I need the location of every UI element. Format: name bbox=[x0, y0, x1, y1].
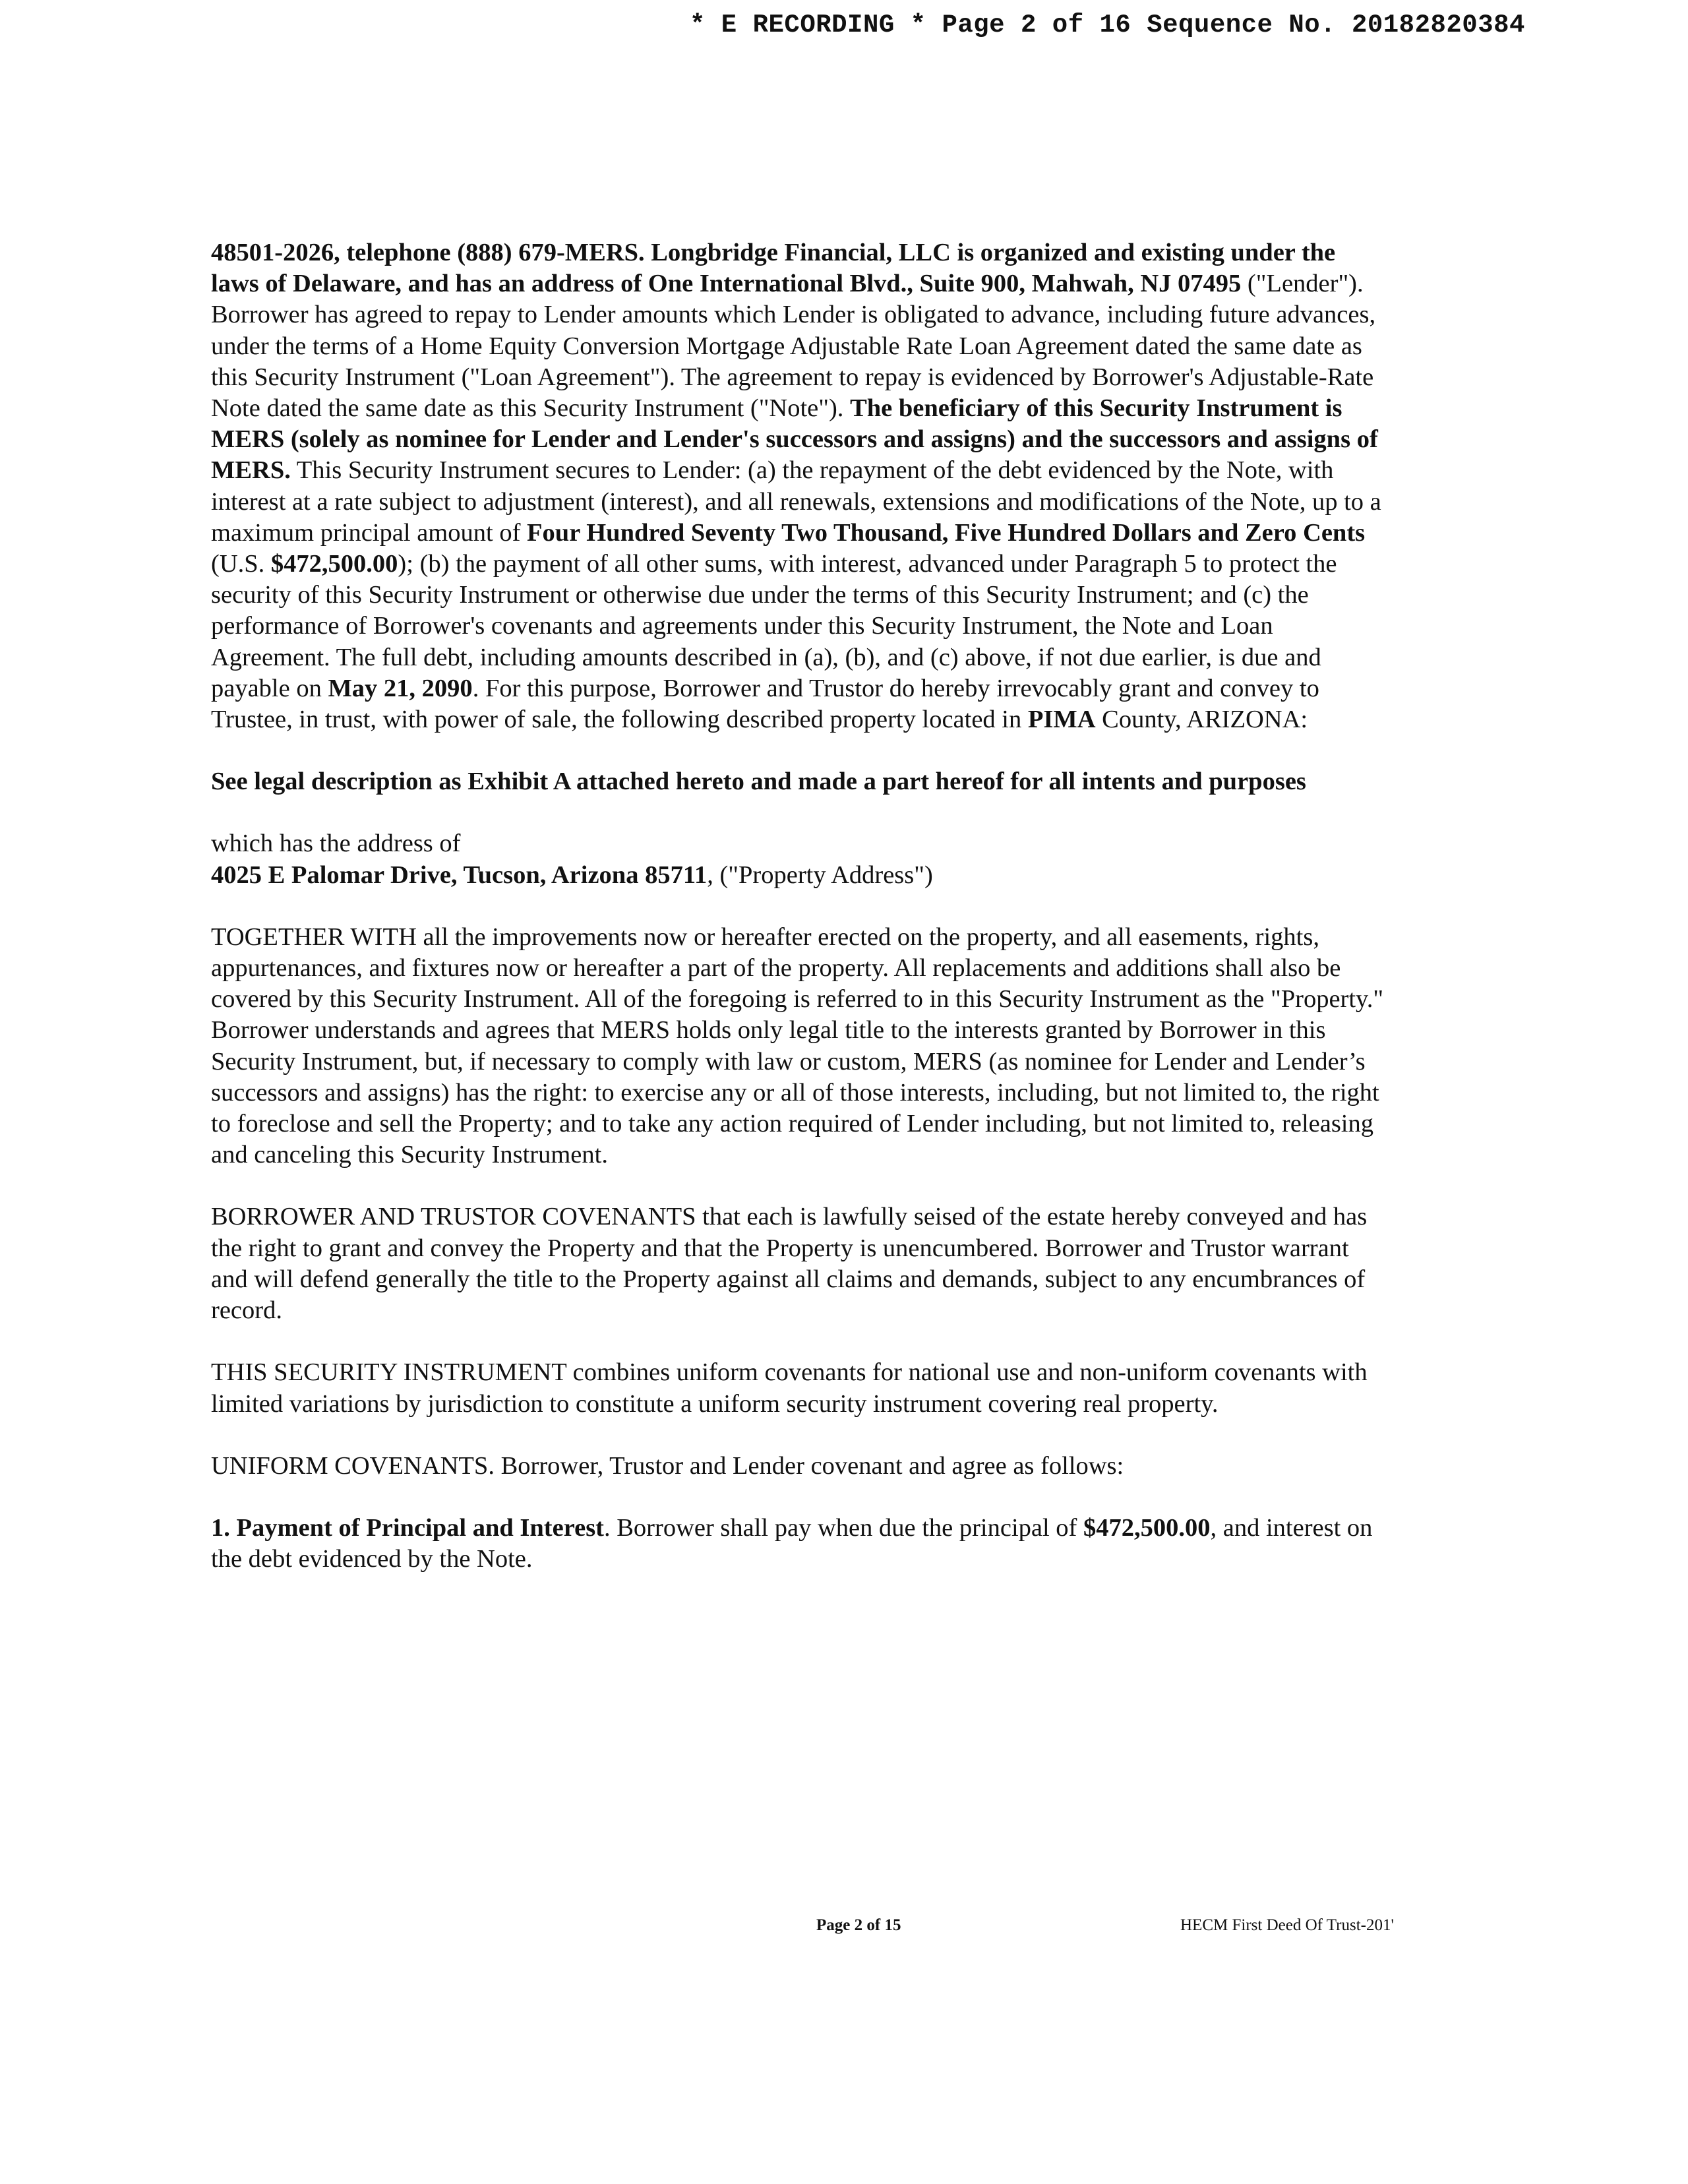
maturity-date: May 21, 2090 bbox=[328, 674, 473, 702]
us-text: (U.S. bbox=[211, 550, 271, 578]
county-name: PIMA bbox=[1027, 706, 1096, 734]
document-body bbox=[211, 237, 1385, 1606]
legal-description-text: See legal description as Exhibit A attached hereto and made a part hereof for all intents and purposes bbox=[211, 768, 1306, 796]
recording-header: * E RECORDING * Page 2 of 16 Sequence No. 20182820384 bbox=[690, 11, 1525, 40]
county-state-text: County, ARIZONA: bbox=[1095, 706, 1308, 734]
principal-amount-words: Four Hundred Seventy Two Thousand, Five Hundred Dollars and Zero Cents bbox=[527, 518, 1366, 547]
payment-amount: $472,500.00 bbox=[1083, 1513, 1211, 1542]
uniform-covenants-paragraph: UNIFORM COVENANTS. Borrower, Trustor and Lender covenant and agree as follows: bbox=[211, 1451, 1124, 1480]
address-suffix: , ("Property Address") bbox=[707, 861, 933, 889]
property-address: 4025 E Palomar Drive, Tucson, Arizona 85711 bbox=[211, 861, 708, 889]
payment-text-2: , and interest on the debt evidenced by the Note. bbox=[211, 1513, 1373, 1573]
property-address-block bbox=[211, 828, 1385, 890]
form-name: HECM First Deed Of Trust-201' bbox=[1180, 1916, 1394, 1934]
borrower-covenants-paragraph: BORROWER AND TRUSTOR COVENANTS that each is lawfully seised of the estate hereby conveyed and has the right to grant and convey the Property and that the Property is unencumbered. Borrower and Trustor warrant and will defend generally the title to the Property against all claims and demands, subject to any encumbrances of record. bbox=[211, 1203, 1368, 1325]
payment-principal-paragraph bbox=[211, 1513, 1385, 1575]
secures-text: This Security Instrument secures to Lender: (a) the repayment of the debt evidenced by the Note, with interest at a rate subject to adjustment (interest), and all renewals, extensions and modifications of the Note, up to a maximum principal amount of bbox=[211, 456, 1381, 547]
payment-text-1: . Borrower shall pay when due the principal of bbox=[604, 1513, 1084, 1542]
together-with-paragraph: TOGETHER WITH all the improvements now or hereafter erected on the property, and all easements, rights, appurtenances, and fixtures now or hereafter a part of the property. All replacements and additions shall also be covered by this Security Instrument. All of the foregoing is referred to in this Security Instrument as the "Property." Borrower understands and agrees that MERS holds only legal title to the interests granted by Borrower in this Security Instrument, but, if necessary to comply with law or custom, MERS (as nominee for Lender and Lender’s successors and assigns) has the right: to exercise any or all of those interests, including, but not limited to, the right to foreclose and sell the Property; and to take any action required of Lender including, but not limited to, releasing and canceling this Security Instrument. bbox=[211, 923, 1384, 1169]
page-number: Page 2 of 15 bbox=[816, 1916, 901, 1934]
lender-info-bold: 48501-2026, telephone (888) 679-MERS. Longbridge Financial, LLC is organized and existing under the laws of Delaware, and has an address of One International Blvd., Suite 900, Mahwah, NJ 07495 bbox=[211, 239, 1336, 298]
payment-terms-text: ); (b) the payment of all other sums, with interest, advanced under Paragraph 5 to protect the security of this Security Instrument or otherwise due under the terms of this Security Instrument; and (c) the performance of Borrower's covenants and agreements under this Security Instrument, the Note and Loan Agreement. The full debt, including amounts described in (a), (b), and (c) above, if not due earlier, is due and payable on bbox=[211, 550, 1337, 702]
beneficiary-statement: The beneficiary of this Security Instrument is MERS (solely as nominee for Lender and Lender's successors and assigns) and the successors and assigns of MERS. bbox=[211, 394, 1378, 485]
lender-paragraph bbox=[211, 237, 1385, 735]
loan-agreement-text: ("Lender"). Borrower has agreed to repay to Lender amounts which Lender is obligated to advance, including future advances, under the terms of a Home Equity Conversion Mortgage Adjustable Rate Loan Agreement dated the same date as this Security Instrument ("Loan Agreement"). The agreement to repay is evidenced by Borrower's Adjustable-Rate Note dated the same date as this Security Instrument ("Note"). bbox=[211, 270, 1376, 423]
grant-text: . For this purpose, Borrower and Trustor do hereby irrevocably grant and convey to Trustee, in trust, with power of sale, the following described property located in bbox=[211, 674, 1319, 734]
security-instrument-paragraph: THIS SECURITY INSTRUMENT combines uniform covenants for national use and non-uniform covenants with limited variations by jurisdiction to constitute a uniform security instrument covering real property. bbox=[211, 1358, 1368, 1418]
address-intro: which has the address of bbox=[211, 830, 461, 858]
principal-amount: $472,500.00 bbox=[270, 550, 398, 578]
payment-heading: 1. Payment of Principal and Interest bbox=[211, 1513, 604, 1542]
legal-description bbox=[211, 766, 1385, 797]
